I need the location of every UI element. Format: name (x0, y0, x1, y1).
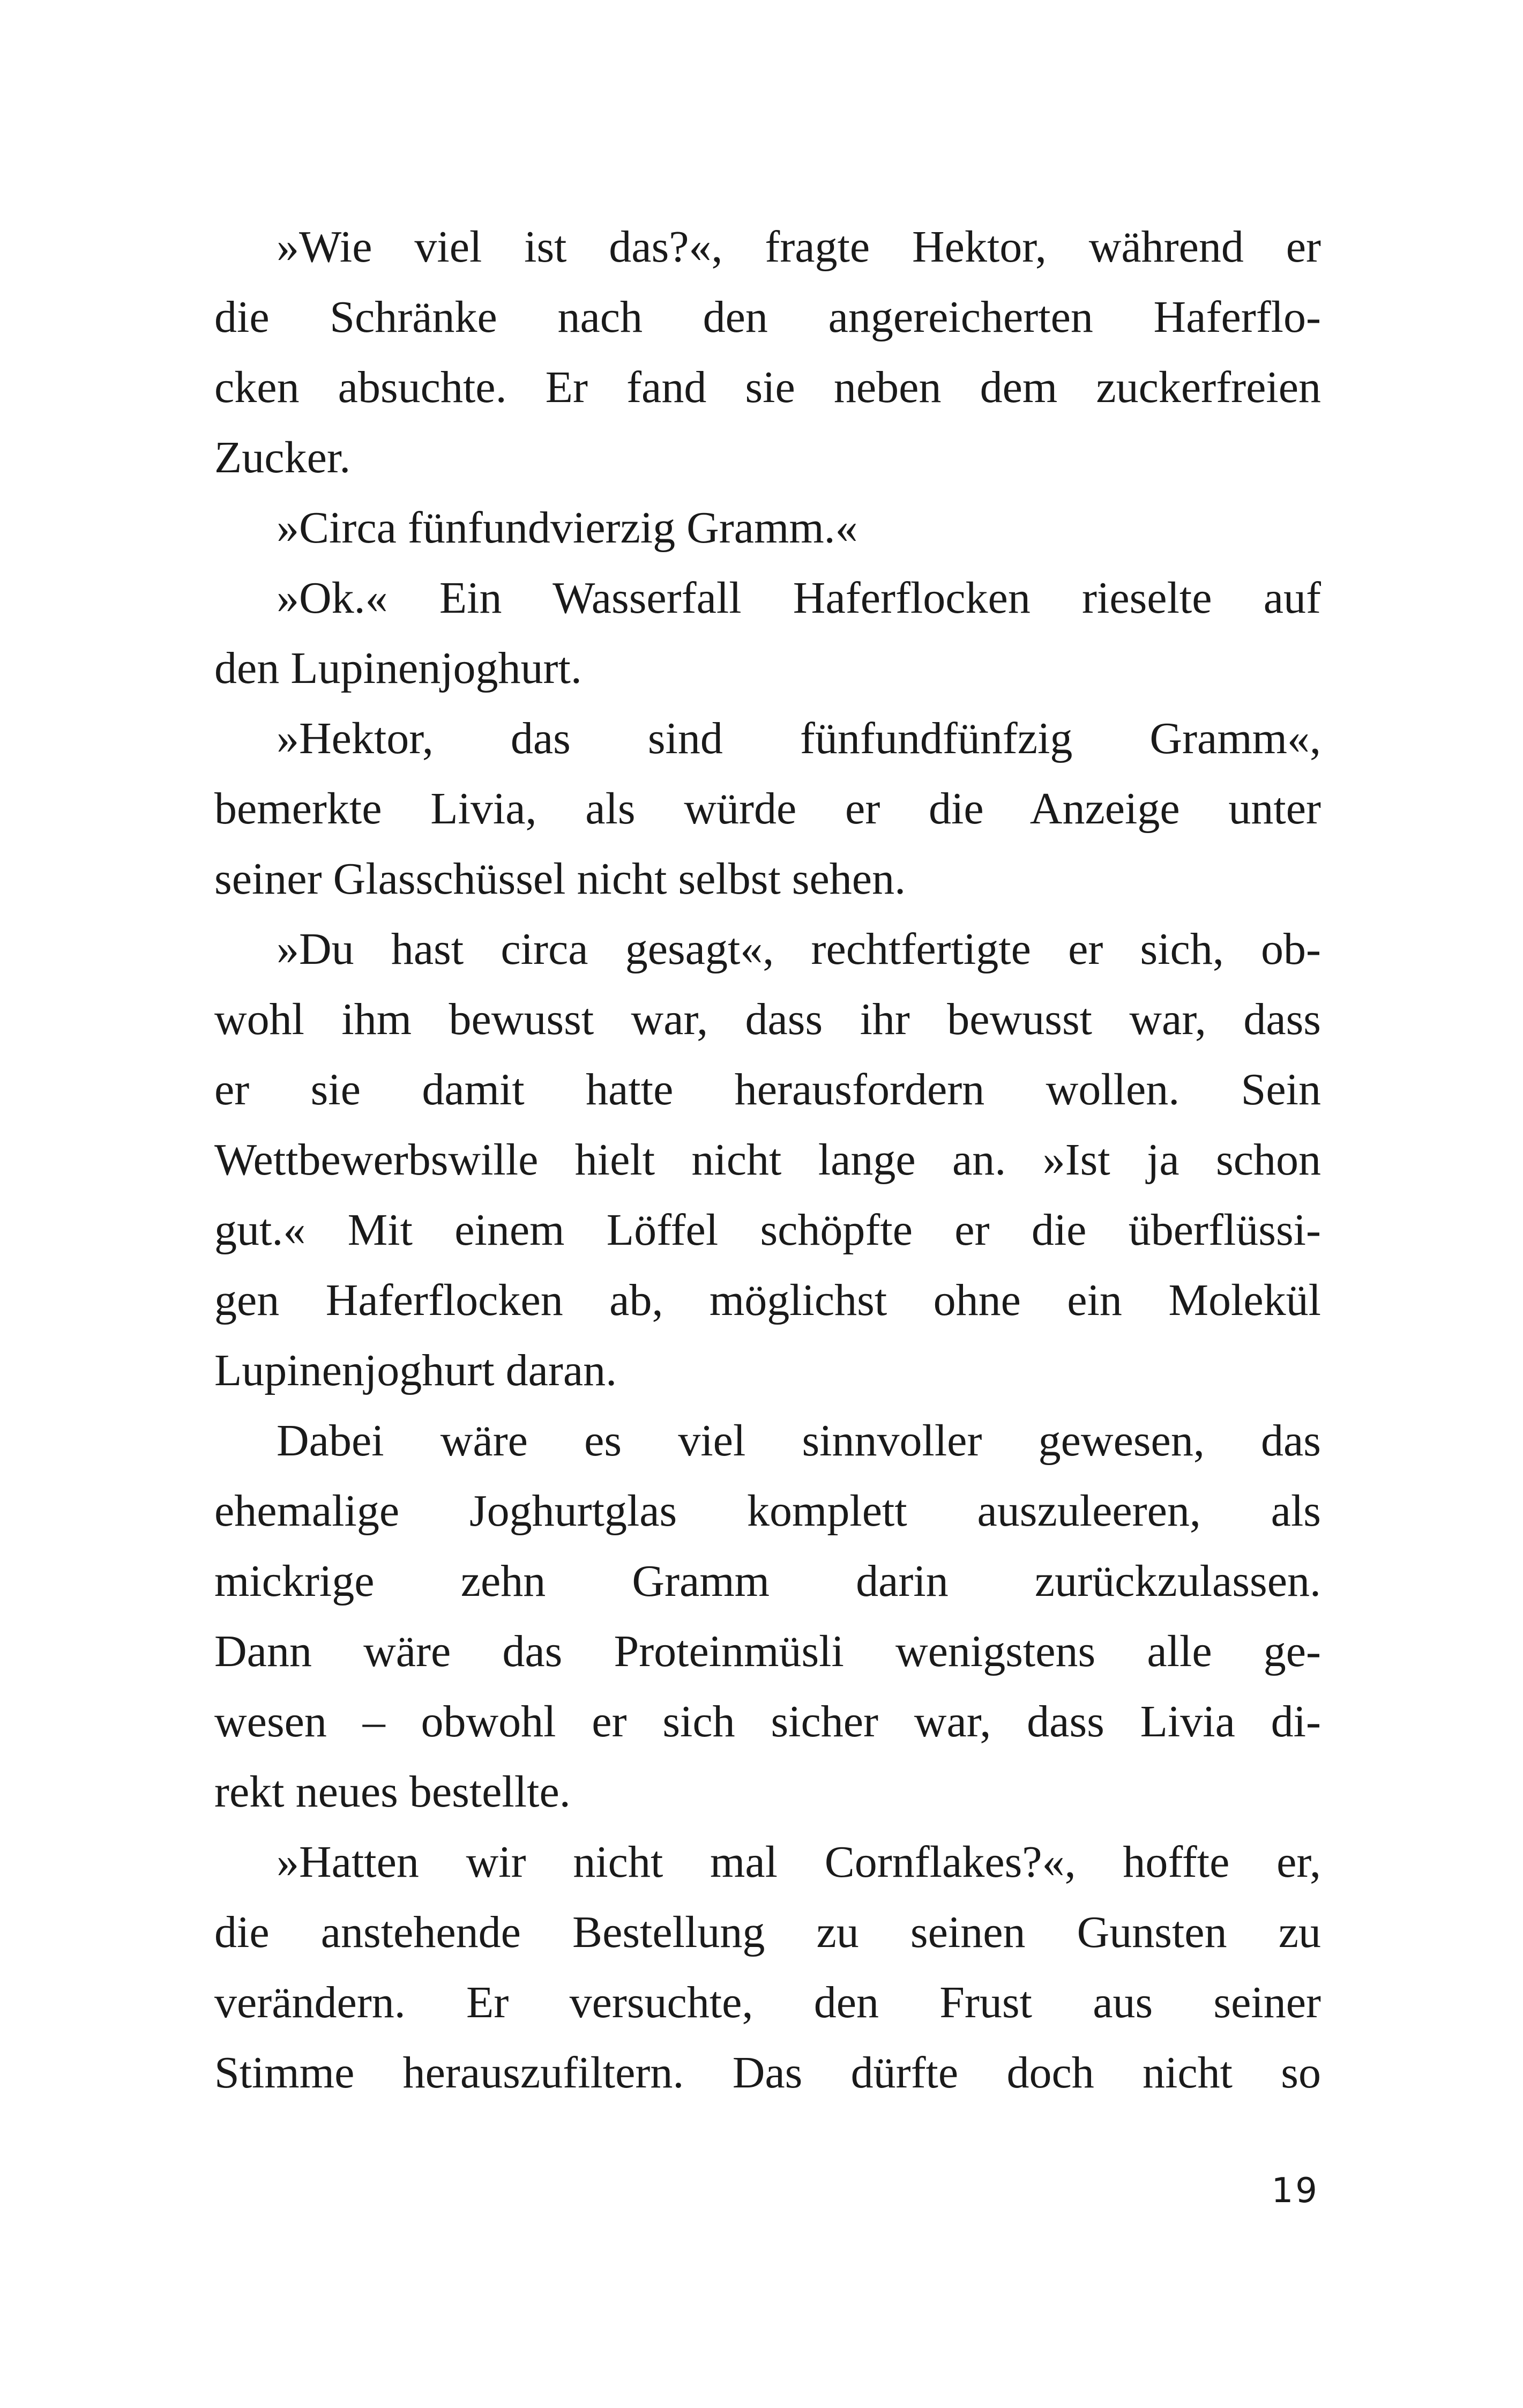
paragraph-4-line-1: »Hektor, das sind fünfundfünfzig Gramm«, (277, 714, 1321, 763)
paragraph-5-line-3: er sie damit hatte herausfordern wollen. Sein (214, 1065, 1321, 1114)
paragraph-7-line-4: Stimme herauszufiltern. Das dürfte doch nicht so (214, 2048, 1321, 2098)
paragraph-7-line-2: die anstehende Bestellung zu seinen Gunsten zu (214, 1907, 1321, 1957)
body-text (214, 212, 1321, 2108)
page-number: 19 (1271, 2171, 1319, 2211)
paragraph-3-line-1: »Ok.« Ein Wasserfall Haferflocken rieselte auf (277, 573, 1321, 623)
paragraph-4-line-2: bemerkte Livia, als würde er die Anzeige unter (214, 784, 1321, 834)
paragraph-5-line-5: gut.« Mit einem Löffel schöpfte er die überflüssi- (214, 1205, 1321, 1255)
paragraph-6-line-6: rekt neues bestellte. (214, 1767, 571, 1817)
paragraph-6-line-2: ehemalige Joghurtglas komplett auszuleeren, als (214, 1486, 1321, 1536)
paragraph-1-line-1: »Wie viel ist das?«, fragte Hektor, während er (277, 222, 1321, 272)
paragraph-3-line-2: den Lupinenjoghurt. (214, 643, 582, 693)
paragraph-5-line-4: Wettbewerbswille hielt nicht lange an. »Ist ja schon (214, 1135, 1321, 1185)
paragraph-6-line-5: wesen – obwohl er sich sicher war, dass Livia di- (214, 1697, 1321, 1746)
paragraph-7-line-1: »Hatten wir nicht mal Cornflakes?«, hoffte er, (277, 1837, 1321, 1887)
paragraph-1-line-3: cken absuchte. Er fand sie neben dem zuckerfreien (214, 362, 1321, 412)
paragraph-6-line-1: Dabei wäre es viel sinnvoller gewesen, das (277, 1416, 1321, 1466)
paragraph-1-line-2: die Schränke nach den angereicherten Haferflo- (214, 292, 1321, 342)
paragraph-5-line-6: gen Haferflocken ab, möglichst ohne ein Molekül (214, 1275, 1321, 1325)
paragraph-5-line-1: »Du hast circa gesagt«, rechtfertigte er sich, ob- (277, 924, 1321, 974)
paragraph-1-line-4: Zucker. (214, 433, 351, 482)
paragraph-7-line-3: verändern. Er versuchte, den Frust aus seiner (214, 1978, 1321, 2027)
paragraph-5-line-2: wohl ihm bewusst war, dass ihr bewusst war, dass (214, 994, 1321, 1044)
paragraph-6-line-3: mickrige zehn Gramm darin zurückzulassen. (214, 1556, 1321, 1606)
paragraph-2-line-1: »Circa fünfundvierzig Gramm.« (277, 503, 858, 553)
paragraph-6-line-4: Dann wäre das Proteinmüsli wenigstens alle ge- (214, 1626, 1321, 1676)
paragraph-4-line-3: seiner Glasschüssel nicht selbst sehen. (214, 854, 906, 904)
paragraph-5-line-7: Lupinenjoghurt daran. (214, 1346, 617, 1395)
